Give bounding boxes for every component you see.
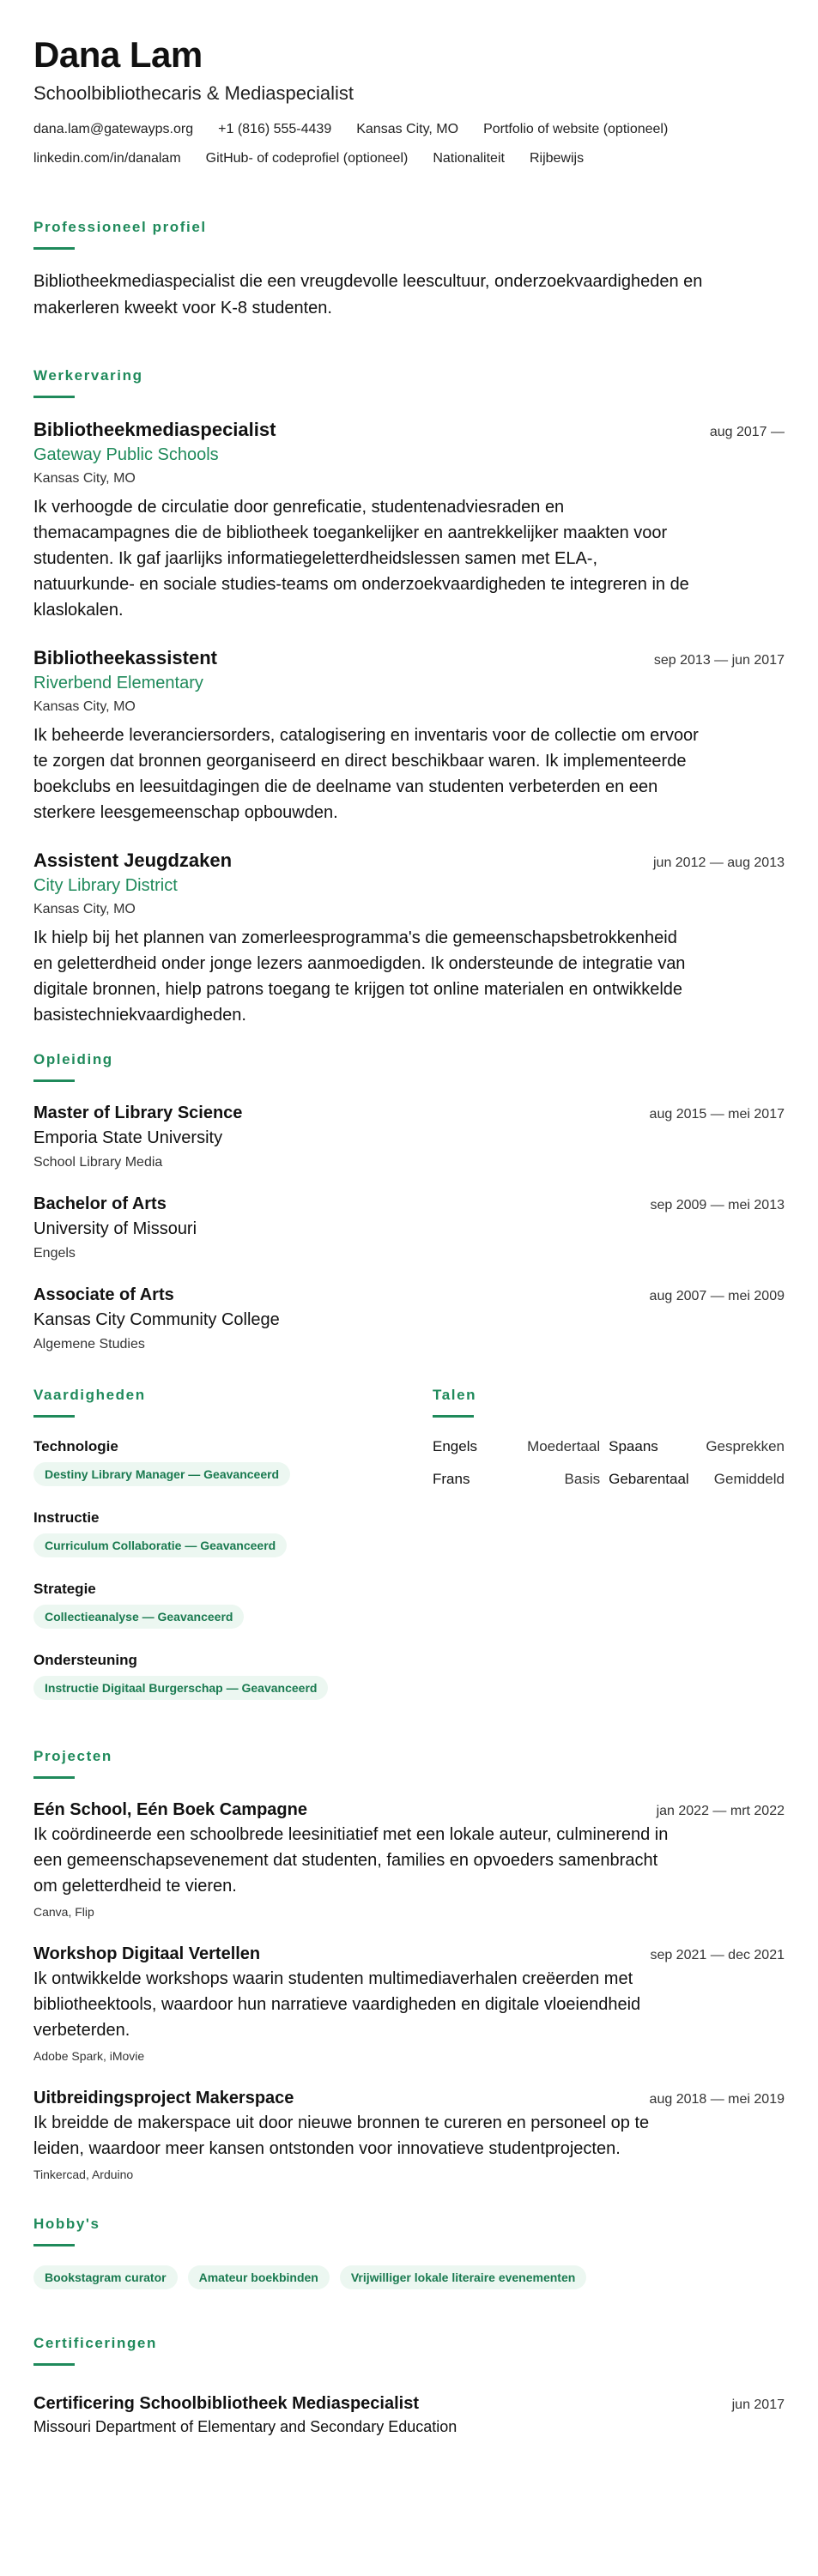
section-divider xyxy=(433,1415,474,1418)
contact-phone[interactable]: +1 (816) 555-4439 xyxy=(218,122,332,136)
language-name: Spaans xyxy=(609,1438,658,1454)
language-level: Gemiddeld xyxy=(713,1471,785,1487)
experience-section xyxy=(33,366,785,1028)
education-degree: Bachelor of Arts xyxy=(33,1194,167,1213)
project-title: Uitbreidingsproject Makerspace xyxy=(33,2089,294,2107)
language-name: Engels xyxy=(433,1438,477,1454)
skill-chip: Destiny Library Manager — Geavanceerd xyxy=(33,1462,290,1486)
language-item xyxy=(609,1469,785,1490)
language-item xyxy=(433,1436,600,1457)
certifications-section xyxy=(33,2334,785,2438)
education-degree: Master of Library Science xyxy=(33,1104,243,1122)
section-title-languages: Talen xyxy=(433,1387,477,1403)
hobby-list xyxy=(33,2265,785,2289)
project-description: Ik breidde de makerspace uit door nieuwe bronnen te cureren en personeel op te leiden, waardoor meer kansen ontstonden voor innovatieve studentprojecten. xyxy=(33,2113,650,2158)
contact-location: Kansas City, MO xyxy=(356,122,459,136)
education-entry xyxy=(33,1192,785,1264)
job-description: Ik beheerde leveranciersorders, catalogisering en inventaris voor de collectie om ervoor te zorgen dat bronnen georganiseerd en direct beschikbaar waren. Ik implementeerde boekclubs en leesuitdagingen die de deelname van studenten verbeterden en een sterkere leesgemeenschap opbouwden. xyxy=(33,726,699,822)
profile-section xyxy=(33,218,785,322)
job-date: jun 2012 — aug 2013 xyxy=(652,856,785,870)
resume-header xyxy=(33,33,785,170)
education-entry xyxy=(33,1101,785,1173)
section-title-experience: Werkervaring xyxy=(33,367,143,384)
project-description: Ik coördineerde een schoolbrede leesinitiatief met een lokale auteur, culminerend in een gemeenschapsevenement dat studenten, families en opvoeders samenbracht om geletterdheid te vieren. xyxy=(33,1825,669,1896)
job-location: Kansas City, MO xyxy=(33,699,136,714)
project-tools: Tinkercad, Arduino xyxy=(33,2168,134,2181)
project-description: Ik ontwikkelde workshops waarin studenten multimediaverhalen creëerden met bibliotheektools, waardoor hun narratieve vaardigheden en digitale vloeiendheid verbeterden. xyxy=(33,1969,641,2040)
project-entry xyxy=(33,2086,785,2184)
candidate-title: Schoolbibliothecaris & Mediaspecialist xyxy=(33,82,354,104)
skill-group xyxy=(33,1579,433,1650)
education-date: sep 2009 — mei 2013 xyxy=(650,1198,785,1212)
job-company: City Library District xyxy=(33,876,178,895)
section-divider xyxy=(33,1415,75,1418)
job-title: Bibliotheekmediaspecialist xyxy=(33,419,276,440)
profile-summary: Bibliotheekmediaspecialist die een vreugdevolle leescultuur, onderzoekvaardigheden en makerleren kweekt voor K-8 studenten. xyxy=(33,272,703,317)
job-title: Bibliotheekassistent xyxy=(33,647,217,668)
job-description: Ik hielp bij het plannen van zomerleesprogramma's die gemeenschapsbetrokkenheid en geletterdheid onder jonge lezers aanmoedigden. Ik ondersteunde de integratie van digitale bronnen, hielp patrons toegang te krijgen tot online materialen en ontwikkelde basistechniekvaardigheden. xyxy=(33,928,686,1025)
skill-chip: Instructie Digitaal Burgerschap — Geavanceerd xyxy=(33,1676,328,1700)
certification-date: jun 2017 xyxy=(731,2398,785,2412)
hobbies-section xyxy=(33,2215,785,2289)
certification-issuer: Missouri Department of Elementary and Secondary Education xyxy=(33,2418,457,2435)
project-title: Eén School, Eén Boek Campagne xyxy=(33,1800,307,1819)
education-date: aug 2007 — mei 2009 xyxy=(649,1289,785,1303)
skill-category: Instructie xyxy=(33,1509,100,1526)
language-item xyxy=(433,1469,600,1490)
projects-section xyxy=(33,1747,785,2184)
contact-portfolio[interactable]: Portfolio of website (optioneel) xyxy=(483,122,669,136)
skill-group xyxy=(33,1508,433,1579)
language-row xyxy=(433,1436,785,1457)
job-date: aug 2017 — xyxy=(709,425,785,439)
section-divider xyxy=(33,396,75,398)
job-location: Kansas City, MO xyxy=(33,902,136,916)
project-tools: Canva, Flip xyxy=(33,1905,94,1919)
skill-category: Strategie xyxy=(33,1581,96,1597)
contact-drivers-license: Rijbewijs xyxy=(529,151,585,166)
section-title-hobbies: Hobby's xyxy=(33,2216,100,2232)
job-entry xyxy=(33,645,785,825)
certification-title: Certificering Schoolbibliotheek Mediaspecialist xyxy=(33,2394,419,2413)
certification-entry xyxy=(33,2392,785,2438)
skill-group xyxy=(33,1436,433,1508)
language-row xyxy=(433,1469,785,1490)
project-tools: Adobe Spark, iMovie xyxy=(33,2049,145,2063)
education-degree: Associate of Arts xyxy=(33,1285,174,1304)
languages-column xyxy=(433,1386,785,1721)
section-divider xyxy=(33,1079,75,1082)
section-title-skills: Vaardigheden xyxy=(33,1387,146,1403)
education-entry xyxy=(33,1283,785,1355)
job-title: Assistent Jeugdzaken xyxy=(33,850,233,871)
section-title-projects: Projecten xyxy=(33,1748,112,1764)
language-name: Gebarentaal xyxy=(609,1471,689,1487)
project-title: Workshop Digitaal Vertellen xyxy=(33,1944,261,1963)
contact-github[interactable]: GitHub- of codeprofiel (optioneel) xyxy=(205,151,409,166)
skill-chip: Curriculum Collaboratie — Geavanceerd xyxy=(33,1533,287,1557)
education-school: University of Missouri xyxy=(33,1219,197,1238)
language-level: Basis xyxy=(564,1471,601,1487)
skills-languages-section xyxy=(33,1386,785,1721)
job-location: Kansas City, MO xyxy=(33,471,136,486)
job-entry xyxy=(33,848,785,1028)
education-field: Engels xyxy=(33,1246,76,1261)
education-date: aug 2015 — mei 2017 xyxy=(649,1107,785,1122)
project-date: aug 2018 — mei 2019 xyxy=(649,2092,785,2107)
skill-category: Technologie xyxy=(33,1438,118,1454)
contact-list xyxy=(33,118,806,170)
section-title-profile: Professioneel profiel xyxy=(33,219,207,235)
job-date: sep 2013 — jun 2017 xyxy=(653,653,785,668)
section-divider xyxy=(33,2363,75,2366)
skill-chip: Collectieanalyse — Geavanceerd xyxy=(33,1605,244,1629)
skill-category: Ondersteuning xyxy=(33,1652,137,1668)
hobby-chip: Bookstagram curator xyxy=(33,2265,178,2289)
language-item xyxy=(609,1436,785,1457)
language-level: Gesprekken xyxy=(706,1438,785,1454)
section-title-education: Opleiding xyxy=(33,1051,113,1067)
education-field: School Library Media xyxy=(33,1155,163,1170)
contact-nationality: Nationaliteit xyxy=(433,151,505,166)
contact-linkedin[interactable]: linkedin.com/in/danalam xyxy=(33,151,181,166)
hobby-chip: Amateur boekbinden xyxy=(188,2265,330,2289)
education-school: Kansas City Community College xyxy=(33,1310,280,1329)
section-divider xyxy=(33,1776,75,1779)
candidate-name: Dana Lam xyxy=(33,34,203,75)
skills-column xyxy=(33,1386,433,1721)
skill-group xyxy=(33,1650,433,1721)
section-divider xyxy=(33,247,75,250)
job-description: Ik verhoogde de circulatie door genreficatie, studentenadviesraden en themacampagnes die de bibliotheek toegankelijker en aantrekkelijker maakten voor studenten. Ik gaf jaarlijks informatiegeletterdheidslessen samen met ELA-, natuurkunde- en sociale studies-teams om onderzoekvaardigheden te integreren in de klaslokalen. xyxy=(33,498,689,620)
language-name: Frans xyxy=(433,1471,470,1487)
project-entry xyxy=(33,1942,785,2065)
education-section xyxy=(33,1050,785,1355)
section-divider xyxy=(33,2244,75,2246)
education-school: Emporia State University xyxy=(33,1128,223,1147)
hobby-chip: Vrijwilliger lokale literaire evenementen xyxy=(340,2265,586,2289)
education-field: Algemene Studies xyxy=(33,1337,145,1351)
job-company: Riverbend Elementary xyxy=(33,674,203,692)
project-date: jan 2022 — mrt 2022 xyxy=(656,1804,785,1818)
contact-email[interactable]: dana.lam@gatewayps.org xyxy=(33,122,194,136)
section-title-certifications: Certificeringen xyxy=(33,2335,157,2351)
project-date: sep 2021 — dec 2021 xyxy=(650,1948,785,1962)
project-entry xyxy=(33,1798,785,1921)
language-level: Moedertaal xyxy=(527,1438,601,1454)
job-entry xyxy=(33,417,785,623)
job-company: Gateway Public Schools xyxy=(33,445,219,464)
